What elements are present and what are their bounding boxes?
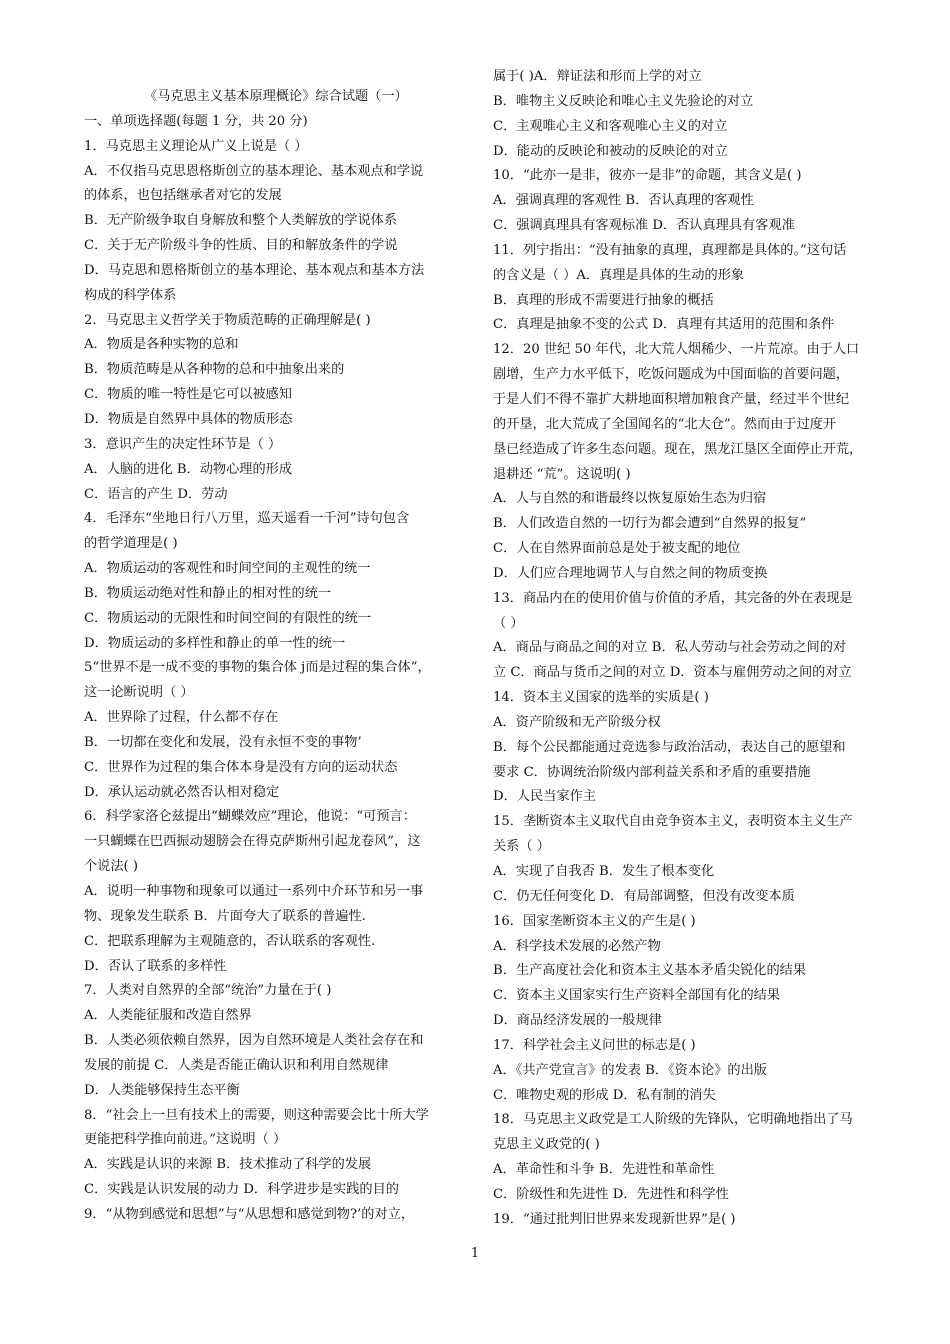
left-column-line: C．语言的产生 D．劳动 bbox=[84, 486, 228, 502]
right-column-line: 的含义是（ ）A．真理是具体的生动的形象 bbox=[493, 267, 745, 283]
left-column-line: B．人类必须依赖自然界，因为自然环境是人类社会存在和 bbox=[84, 1033, 424, 1049]
page-number: 1 bbox=[470, 1246, 480, 1261]
left-column-line: A．实践是认识的来源 B．技术推动了科学的发展 bbox=[84, 1157, 372, 1173]
right-column-line: 19．“通过批判旧世界来发现新世界”是( ) bbox=[493, 1211, 736, 1227]
left-column-line: D．物质运动的多样性和静止的单一性的统一 bbox=[84, 635, 346, 651]
right-column bbox=[493, 65, 883, 1233]
right-column-line: B．唯物主义反映论和唯心主义先验论的对立 bbox=[493, 93, 754, 109]
left-column-line: 一、单项选择题(每题 1 分，共 20 分) bbox=[84, 113, 308, 129]
document-title: 《马克思主义基本原理概论》综合试题（一） bbox=[144, 89, 408, 104]
right-column-line: 13．商品内在的使用价值与价值的矛盾，其完备的外在表现是 bbox=[493, 590, 853, 606]
left-column-line: 8．“社会上一旦有技术上的需要，则这种需要会比十所大学 bbox=[84, 1107, 429, 1123]
left-column-line: A．世界除了过程，什么都不存在 bbox=[84, 710, 279, 726]
left-column-line: 发展的前提 C．人类是否能正确认识和利用自然规律 bbox=[84, 1057, 389, 1073]
left-column-line: A．不仅指马克思恩格斯创立的基本理论、基本观点和学说 bbox=[84, 163, 424, 179]
right-column-line: B．人们改造自然的一切行为都会遭到“自然界的报复” bbox=[493, 516, 807, 532]
right-column-line: D．商品经济发展的一般规律 bbox=[493, 1013, 662, 1029]
left-column-line: B．无产阶级争取自身解放和整个人类解放的学说体系 bbox=[84, 213, 398, 229]
right-column-line: 15．垄断资本主义取代自由竞争资本主义，表明资本主义生产 bbox=[493, 814, 853, 830]
left-column-line: D．人类能够保持生态平衡 bbox=[84, 1082, 240, 1098]
right-column-line: A．科学技术发展的必然产物 bbox=[493, 938, 661, 954]
left-column-line: 3．意识产生的决定性环节是（ ） bbox=[84, 436, 282, 452]
right-column-line: （ ） bbox=[493, 615, 524, 631]
left-column-line: B．物质运动绝对性和静止的相对性的统一 bbox=[84, 585, 332, 601]
left-column-line: 的哲学道理是( ) bbox=[84, 536, 178, 552]
right-column-line: B．生产高度社会化和资本主义基本矛盾尖锐化的结果 bbox=[493, 963, 807, 979]
left-column bbox=[84, 85, 474, 1228]
right-column-line: 退耕还 “荒”。这说明( ) bbox=[493, 466, 631, 482]
left-column-line: 9．“从物到感觉和思想”与“从思想和感觉到物?’的对立， bbox=[84, 1206, 415, 1222]
left-column-line: 2．马克思主义哲学关于物质范畴的正确理解是( ) bbox=[84, 312, 371, 328]
right-column-line: 14．资本主义国家的选举的实质是( ) bbox=[493, 690, 709, 706]
left-column-line: C．把联系理解为主观随意的，否认联系的客观性. bbox=[84, 933, 376, 949]
right-column-line: A．革命性和斗争 B．先进性和革命性 bbox=[493, 1162, 715, 1178]
left-column-line: 7．人类对自然界的全部“统治”力量在于( ) bbox=[84, 983, 332, 999]
left-column-line: D．马克思和恩格斯创立的基本理论、基本观点和基本方法 bbox=[84, 262, 425, 278]
right-column-line: 17．科学社会主义问世的标志是( ) bbox=[493, 1037, 696, 1053]
right-column-line: D．能动的反映论和被动的反映论的对立 bbox=[493, 143, 728, 159]
left-column-line: 6．科学家洛仑兹提出“蝴蝶效应”理论，他说：“可预言： bbox=[84, 809, 416, 825]
right-column-line: A．资产阶级和无产阶级分权 bbox=[493, 714, 661, 730]
left-column-line: C．物质运动的无限性和时间空间的有限性的统一 bbox=[84, 610, 372, 626]
right-column-line: 的开垦，北大荒成了全国闻名的“北大仓”。然而由于过度开 bbox=[493, 416, 837, 432]
right-column-line: A．《共产党宣言》的发表 B．《资本论》的出版 bbox=[493, 1062, 767, 1078]
right-column-line: C．强调真理具有客观标准 D．否认真理具有客观准 bbox=[493, 218, 795, 234]
right-column-line: D．人们应合理地调节人与自然之间的物质变换 bbox=[493, 565, 768, 581]
right-column-line: 16．国家垄断资本主义的产生是( ) bbox=[493, 913, 696, 929]
right-column-line: 克思主义政党的( ) bbox=[493, 1137, 600, 1153]
left-column-line: C．世界作为过程的集合体本身是没有方向的运动状态 bbox=[84, 759, 398, 775]
left-column-line: B．物质范畴是从各种物的总和中抽象出来的 bbox=[84, 362, 345, 378]
left-column-line: A．人类能征服和改造自然界 bbox=[84, 1008, 252, 1024]
right-column-line: C．人在自然界面前总是处于被支配的地位 bbox=[493, 541, 741, 557]
right-column-line: A．人与自然的和谐最终以恢复原始生态为归宿 bbox=[493, 491, 767, 507]
right-column-line: 属于( )A．辩证法和形而上学的对立 bbox=[493, 69, 702, 84]
left-column-line: A．说明一种事物和现象可以通过一系列中介环节和另一事 bbox=[84, 884, 424, 899]
right-column-line: 要求 C．协调统治阶级内部利益关系和矛盾的重要措施 bbox=[493, 764, 811, 780]
left-column-line: 的体系，也包括继承者对它的发展 bbox=[84, 188, 282, 204]
left-column-line: 构成的科学体系 bbox=[84, 287, 177, 303]
right-column-line: D．人民当家作主 bbox=[493, 789, 596, 805]
left-column-line: A．人脑的进化 B．动物心理的形成 bbox=[84, 461, 293, 477]
right-column-line: C．真理是抽象不变的公式 D．真理有其适用的范围和条件 bbox=[493, 317, 835, 333]
left-column-line: 1．马克思主义理论从广义上说是（ ） bbox=[84, 138, 308, 154]
left-column-line: A．物质是各种实物的总和 bbox=[84, 337, 239, 353]
right-column-line: A．实现了自我否 B．发生了根本变化 bbox=[493, 864, 715, 879]
right-column-line: C．阶级性和先进性 D．先进性和科学性 bbox=[493, 1186, 729, 1202]
left-column-line: 这一论断说明（ ） bbox=[84, 685, 194, 701]
right-column-line: 立 C．商品与货币之间的对立 D．资本与雇佣劳动之间的对立 bbox=[493, 665, 852, 681]
left-column-line: D．承认运动就必然否认相对稳定 bbox=[84, 784, 280, 800]
left-column-line: 一只蝴蝶在巴西振动翅膀会在得克萨斯州引起龙卷风”，这 bbox=[84, 834, 421, 850]
right-column-line: C．唯物史观的形成 D．私有制的消失 bbox=[493, 1087, 716, 1103]
right-column-line: 11．列宁指出：“没有抽象的真理，真理都是具体的。”这句话 bbox=[493, 242, 847, 258]
left-column-line: C．关于无产阶级斗争的性质、目的和解放条件的学说 bbox=[84, 238, 398, 254]
right-column-line: 10．“此亦一是非，彼亦一是非”的命题，其含义是( ) bbox=[493, 168, 802, 184]
left-column-line: C．实践是认识发展的动力 D．科学进步是实践的目的 bbox=[84, 1182, 399, 1198]
right-column-line: 剧增，生产力水平低下，吃饭问题成为中国面临的首要问题， bbox=[493, 367, 850, 383]
right-column-line: 于是人们不得不靠扩大耕地面积增加粮食产量，经过半个世纪 bbox=[493, 391, 850, 407]
left-column-line: 更能把科学推向前进。”这说明（ ） bbox=[84, 1132, 287, 1148]
left-column-line: 5“世界不是一成不变的事物的集合体 j而是过程的集合体”， bbox=[84, 660, 431, 676]
right-column-line: 12．20 世纪 50 年代，北大荒人烟稀少、一片荒凉。由于人口 bbox=[493, 342, 860, 358]
right-column-line: 18．马克思主义政党是工人阶级的先锋队，它明确地指出了马 bbox=[493, 1112, 853, 1128]
right-column-line: C．主观唯心主义和客观唯心主义的对立 bbox=[493, 118, 728, 134]
right-column-line: A．商品与商品之间的对立 B．私人劳动与社会劳动之间的对 bbox=[493, 640, 847, 656]
right-column-line: C．仍无任何变化 D．有局部调整，但没有改变本质 bbox=[493, 888, 795, 904]
left-column-line: D．物质是自然界中具体的物质形态 bbox=[84, 411, 293, 427]
left-column-line: 物、现象发生联系 B．片面夸大了联系的普遍性. bbox=[84, 908, 366, 924]
right-column-line: B．每个公民都能通过竞选参与政治活动，表达自己的愿望和 bbox=[493, 739, 846, 755]
left-column-line: 个说法( ) bbox=[84, 859, 139, 875]
left-column-line: C．物质的唯一特性是它可以被感知 bbox=[84, 387, 292, 403]
left-column-line: B．一切都在变化和发展，没有永恒不变的事物’ bbox=[84, 734, 362, 750]
right-column-line: C．资本主义国家实行生产资料全部国有化的结果 bbox=[493, 988, 781, 1004]
left-column-line: D．否认了联系的多样性 bbox=[84, 958, 227, 974]
right-column-line: 关系（ ） bbox=[493, 839, 550, 855]
left-column-line: 4．毛泽东“坐地日行八万里，巡天遥看一千河”诗句包含 bbox=[84, 511, 410, 527]
right-column-line: B．真理的形成不需要进行抽象的概括 bbox=[493, 292, 714, 308]
left-column-line: A．物质运动的客观性和时间空间的主观性的统一 bbox=[84, 561, 371, 577]
right-column-line: A．强调真理的客观性 B．否认真理的客观性 bbox=[493, 193, 754, 209]
right-column-line: 垦已经造成了许多生态问题。现在，黑龙江垦区全面停止开荒， bbox=[493, 441, 863, 457]
